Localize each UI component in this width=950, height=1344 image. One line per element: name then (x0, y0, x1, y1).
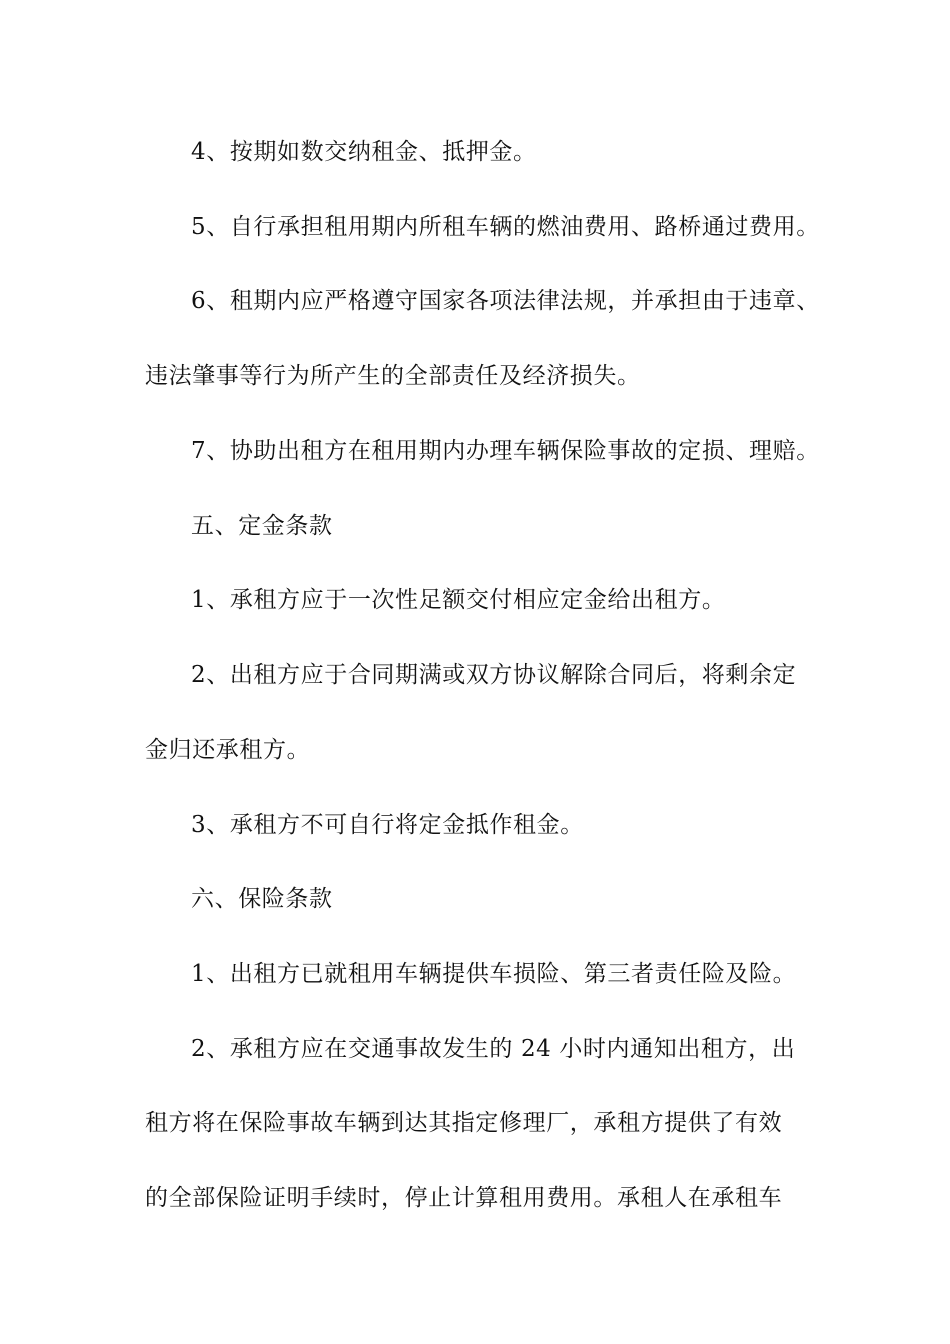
insurance-clause-2-line2: 租方将在保险事故车辆到达其指定修理厂，承租方提供了有效 (145, 1110, 783, 1136)
deposit-clause-2-line1: 2、出租方应于合同期满或双方协议解除合同后，将剩余定 (191, 662, 797, 688)
section-heading-insurance: 六、保险条款 (191, 886, 333, 912)
deposit-clause-3: 3、承租方不可自行将定金抵作租金。 (191, 812, 584, 838)
insurance-clause-2-line3: 的全部保险证明手续时，停止计算租用费用。承租人在承租车 (145, 1185, 783, 1211)
deposit-clause-2-line2: 金归还承租方。 (145, 737, 311, 763)
insurance-clause-1: 1、出租方已就租用车辆提供车损险、第三者责任险及险。 (191, 961, 797, 987)
insurance-clause-2-line1: 2、承租方应在交通事故发生的 24 小时内通知出租方，出 (191, 1036, 796, 1062)
section-heading-deposit: 五、定金条款 (191, 513, 333, 539)
clause-4-1: 4、按期如数交纳租金、抵押金。 (191, 139, 537, 165)
deposit-clause-1: 1、承租方应于一次性足额交付相应定金给出租方。 (191, 587, 726, 613)
clause-4-7: 7、协助出租方在租用期内办理车辆保险事故的定损、理赔。 (191, 438, 820, 464)
clause-4-5: 5、自行承担租用期内所租车辆的燃油费用、路桥通过费用。 (191, 214, 820, 240)
clause-4-6-line2: 违法肇事等行为所产生的全部责任及经济损失。 (145, 363, 641, 389)
clause-4-6-line1: 6、租期内应严格遵守国家各项法律法规，并承担由于违章、 (191, 288, 820, 314)
